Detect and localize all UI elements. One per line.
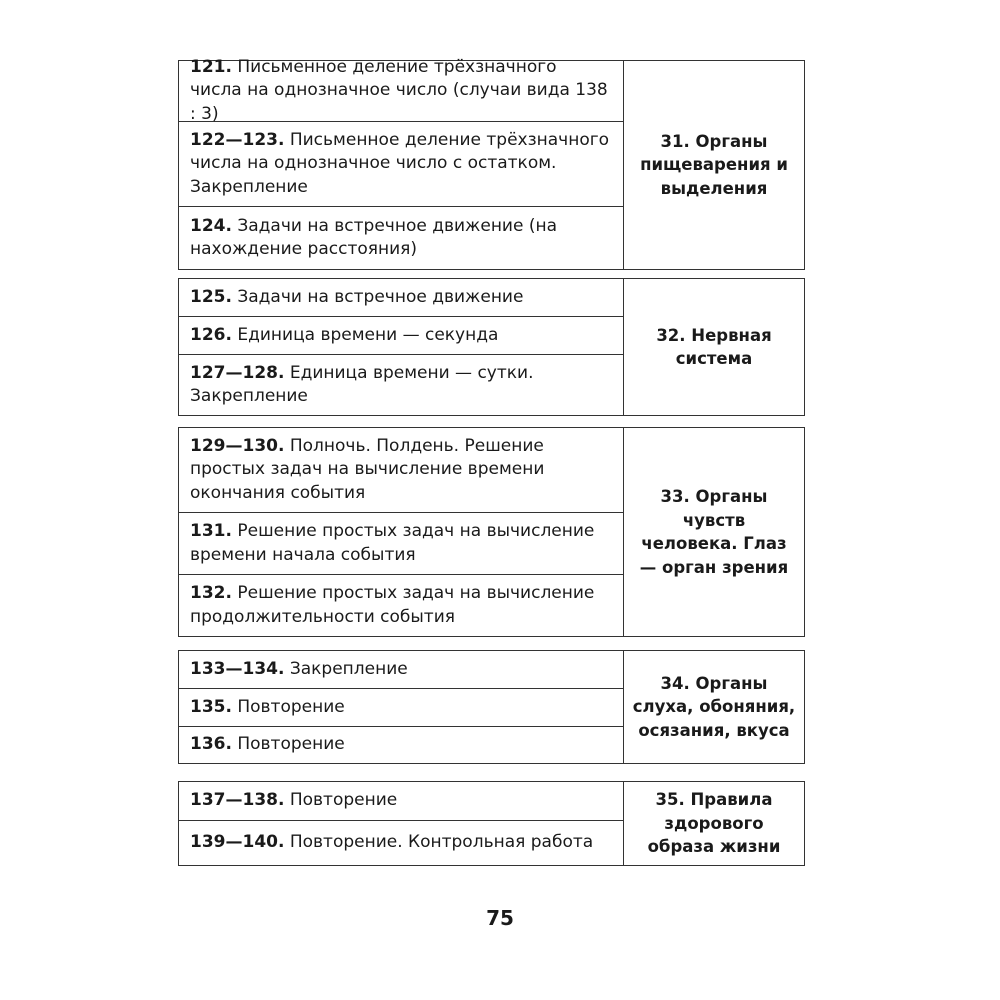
lesson-number: 131.	[190, 521, 232, 541]
lesson-row	[179, 355, 623, 415]
lesson-row	[179, 122, 623, 207]
lessons-column	[179, 782, 624, 865]
topic-cell	[624, 61, 804, 269]
lessons-column	[179, 651, 624, 763]
lesson-row	[179, 279, 623, 317]
lesson-number: 121.	[190, 56, 232, 77]
table-block	[178, 781, 805, 866]
lesson-row	[179, 317, 623, 355]
topic-title: 35. Правила здорового образа жизни	[647, 790, 781, 857]
lesson-text: Повторение	[231, 696, 345, 717]
topic-cell	[624, 428, 804, 636]
lesson-text: Повторение	[284, 790, 398, 811]
lesson-row	[179, 651, 623, 689]
lesson-number: 137—138.	[190, 790, 285, 811]
page-number: 75	[486, 906, 514, 930]
table-block	[178, 56, 805, 270]
lessons-column	[179, 56, 624, 269]
lesson-number: 125.	[190, 286, 232, 307]
lesson-text: Решение простых задач на вычисление продолжительности события	[190, 583, 595, 627]
lesson-number: 132.	[190, 583, 232, 603]
lesson-row	[179, 513, 623, 575]
lesson-number: 122—123.	[190, 129, 285, 150]
lesson-text: Решение простых задач на вычисление времени начала события	[190, 521, 595, 565]
lesson-text: Задачи на встречное движение	[231, 286, 524, 307]
lesson-number: 129—130.	[190, 435, 285, 456]
lessons-column	[179, 428, 624, 636]
lesson-text: Письменное деление трёхзначного числа на однозначное число (случаи вида 138 : 3)	[190, 56, 608, 124]
lesson-row	[179, 727, 623, 763]
topic-title: 32. Нервная система	[656, 325, 772, 368]
lesson-text: Задачи на встречное движение (на нахождение расстояния)	[190, 215, 558, 259]
lesson-row	[179, 428, 623, 513]
lesson-row	[179, 782, 623, 821]
lesson-row	[179, 821, 623, 865]
lesson-text: Единица времени — сутки. Закрепление	[190, 362, 534, 406]
lesson-number: 127—128.	[190, 362, 285, 383]
lesson-text: Повторение	[231, 734, 345, 755]
lessons-column	[179, 279, 624, 415]
topic-cell	[624, 279, 804, 415]
topic-title: 31. Органы пищеварения и выделения	[640, 131, 788, 198]
topic-cell	[624, 782, 804, 865]
lesson-number: 124.	[190, 215, 232, 236]
lesson-number: 126.	[190, 324, 232, 345]
lesson-text: Закрепление	[284, 658, 408, 679]
lesson-number: 133—134.	[190, 658, 285, 679]
lesson-text: Письменное деление трёхзначного числа на однозначное число с остатком. Закрепление	[190, 129, 610, 197]
lesson-number: 136.	[190, 734, 232, 755]
topic-title: 33. Органы чувств человека. Глаз — орган зрения	[639, 487, 789, 577]
lesson-number: 139—140.	[190, 832, 285, 853]
table-block	[178, 650, 805, 764]
lesson-text: Повторение. Контрольная работа	[284, 832, 594, 853]
lesson-row	[179, 56, 623, 124]
lesson-number: 135.	[190, 696, 232, 717]
table-block	[178, 278, 805, 416]
lesson-row	[179, 689, 623, 727]
lesson-row	[179, 207, 623, 269]
topic-title: 34. Органы слуха, обоняния, осязания, вкуса	[632, 673, 796, 740]
table-block	[178, 427, 805, 637]
lesson-text: Единица времени — секунда	[231, 324, 499, 345]
topic-cell	[624, 651, 804, 763]
lesson-text: Полночь. Полдень. Решение простых задач на вычисление времени окончания события	[190, 435, 545, 503]
lesson-row	[179, 575, 623, 636]
